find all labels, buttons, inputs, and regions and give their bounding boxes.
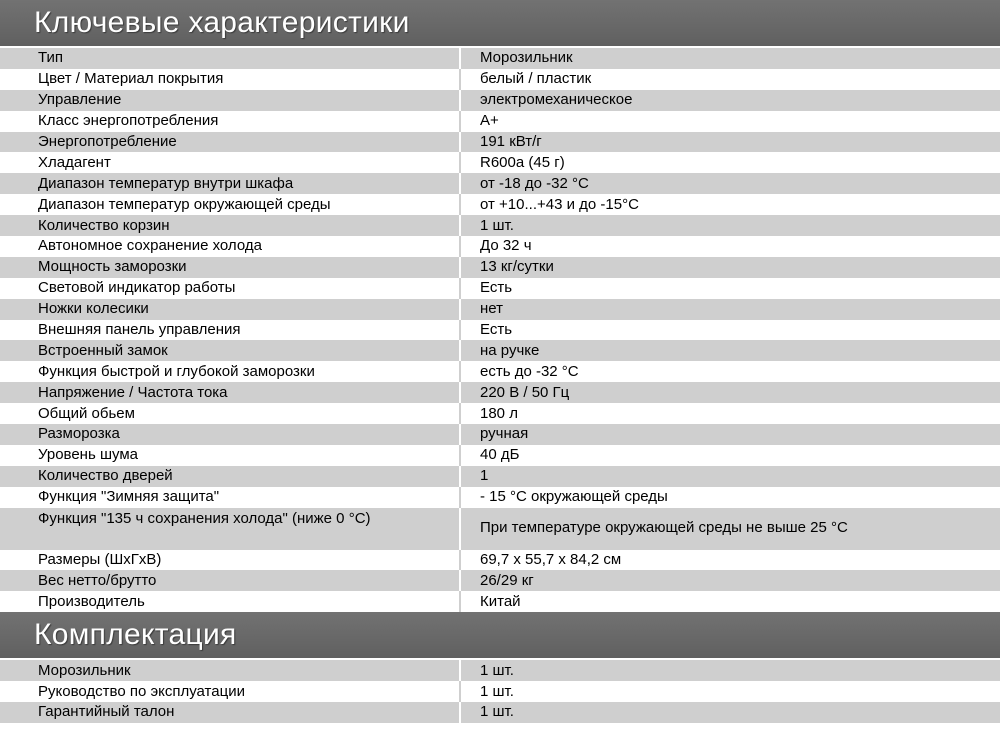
spec-key: Разморозка bbox=[0, 424, 460, 445]
table-row bbox=[0, 508, 1000, 550]
table-row bbox=[0, 257, 1000, 278]
spec-key: Уровень шума bbox=[0, 445, 460, 466]
table-row bbox=[0, 403, 1000, 424]
table-row bbox=[0, 132, 1000, 153]
table-row bbox=[0, 152, 1000, 173]
table-row bbox=[0, 550, 1000, 571]
table-row bbox=[0, 215, 1000, 236]
table-row bbox=[0, 487, 1000, 508]
item-name: Гарантийный талон bbox=[0, 702, 460, 723]
spec-value: А+ bbox=[460, 111, 1000, 132]
spec-key: Количество дверей bbox=[0, 466, 460, 487]
table-row bbox=[0, 299, 1000, 320]
spec-value: 220 В / 50 Гц bbox=[460, 382, 1000, 403]
spec-value: R600a (45 г) bbox=[460, 152, 1000, 173]
spec-key: Размеры (ШхГхВ) bbox=[0, 550, 460, 571]
item-quantity: 1 шт. bbox=[460, 660, 1000, 681]
spec-value: До 32 ч bbox=[460, 236, 1000, 257]
table-row bbox=[0, 591, 1000, 612]
spec-key: Класс энергопотребления bbox=[0, 111, 460, 132]
spec-key: Управление bbox=[0, 90, 460, 111]
table-row bbox=[0, 702, 1000, 723]
table-row bbox=[0, 236, 1000, 257]
table-row bbox=[0, 424, 1000, 445]
item-name: Морозильник bbox=[0, 660, 460, 681]
spec-value: 191 кВт/г bbox=[460, 132, 1000, 153]
spec-key: Световой индикатор работы bbox=[0, 278, 460, 299]
spec-value: Морозильник bbox=[460, 48, 1000, 69]
spec-value: белый / пластик bbox=[460, 69, 1000, 90]
spec-key: Диапазон температур внутри шкафа bbox=[0, 173, 460, 194]
table-row bbox=[0, 69, 1000, 90]
spec-value: Есть bbox=[460, 278, 1000, 299]
spec-value: 180 л bbox=[460, 403, 1000, 424]
spec-key: Цвет / Материал покрытия bbox=[0, 69, 460, 90]
table-row bbox=[0, 278, 1000, 299]
spec-value: При температуре окружающей среды не выше 25 °С bbox=[460, 508, 1000, 550]
spec-value: от +10...+43 и до -15°С bbox=[460, 194, 1000, 215]
item-name: Руководство по эксплуатации bbox=[0, 681, 460, 702]
item-quantity: 1 шт. bbox=[460, 702, 1000, 723]
spec-key: Ножки колесики bbox=[0, 299, 460, 320]
table-row bbox=[0, 320, 1000, 341]
spec-value: от -18 до -32 °С bbox=[460, 173, 1000, 194]
spec-key: Напряжение / Частота тока bbox=[0, 382, 460, 403]
spec-key: Автономное сохранение холода bbox=[0, 236, 460, 257]
table-row bbox=[0, 361, 1000, 382]
spec-value: на ручке bbox=[460, 340, 1000, 361]
table-row bbox=[0, 340, 1000, 361]
table-row bbox=[0, 382, 1000, 403]
spec-value: - 15 °С окружающей среды bbox=[460, 487, 1000, 508]
table-row bbox=[0, 466, 1000, 487]
spec-value: 40 дБ bbox=[460, 445, 1000, 466]
spec-key: Производитель bbox=[0, 591, 460, 612]
table-row bbox=[0, 570, 1000, 591]
spec-value: 1 bbox=[460, 466, 1000, 487]
spec-key: Встроенный замок bbox=[0, 340, 460, 361]
spec-value: 26/29 кг bbox=[460, 570, 1000, 591]
bottom-strip bbox=[0, 723, 1000, 735]
spec-key: Функция быстрой и глубокой заморозки bbox=[0, 361, 460, 382]
spec-value: Китай bbox=[460, 591, 1000, 612]
spec-key: Количество корзин bbox=[0, 215, 460, 236]
spec-key: Внешняя панель управления bbox=[0, 320, 460, 341]
table-row bbox=[0, 173, 1000, 194]
spec-value: ручная bbox=[460, 424, 1000, 445]
table-row bbox=[0, 48, 1000, 69]
spec-key: Диапазон температур окружающей среды bbox=[0, 194, 460, 215]
spec-key: Хладагент bbox=[0, 152, 460, 173]
package-contents-table bbox=[0, 660, 1000, 723]
spec-key: Энергопотребление bbox=[0, 132, 460, 153]
table-row bbox=[0, 194, 1000, 215]
spec-key: Функция "135 ч сохранения холода" (ниже 0 °С) bbox=[0, 508, 460, 550]
spec-key: Функция "Зимняя защита" bbox=[0, 487, 460, 508]
table-row bbox=[0, 681, 1000, 702]
section-title-key-specs: Ключевые характеристики bbox=[0, 0, 1000, 46]
spec-key: Тип bbox=[0, 48, 460, 69]
table-row bbox=[0, 90, 1000, 111]
section-title-package-contents: Комплектация bbox=[0, 612, 1000, 658]
spec-key: Вес нетто/брутто bbox=[0, 570, 460, 591]
item-quantity: 1 шт. bbox=[460, 681, 1000, 702]
table-row bbox=[0, 660, 1000, 681]
spec-key: Мощность заморозки bbox=[0, 257, 460, 278]
spec-value: есть до -32 °С bbox=[460, 361, 1000, 382]
key-specs-table bbox=[0, 48, 1000, 612]
spec-key: Общий обьем bbox=[0, 403, 460, 424]
spec-value: Есть bbox=[460, 320, 1000, 341]
spec-value: 69,7 х 55,7 х 84,2 см bbox=[460, 550, 1000, 571]
spec-value: 13 кг/сутки bbox=[460, 257, 1000, 278]
spec-value: нет bbox=[460, 299, 1000, 320]
table-row bbox=[0, 111, 1000, 132]
table-row bbox=[0, 445, 1000, 466]
spec-value: 1 шт. bbox=[460, 215, 1000, 236]
spec-value: электромеханическое bbox=[460, 90, 1000, 111]
